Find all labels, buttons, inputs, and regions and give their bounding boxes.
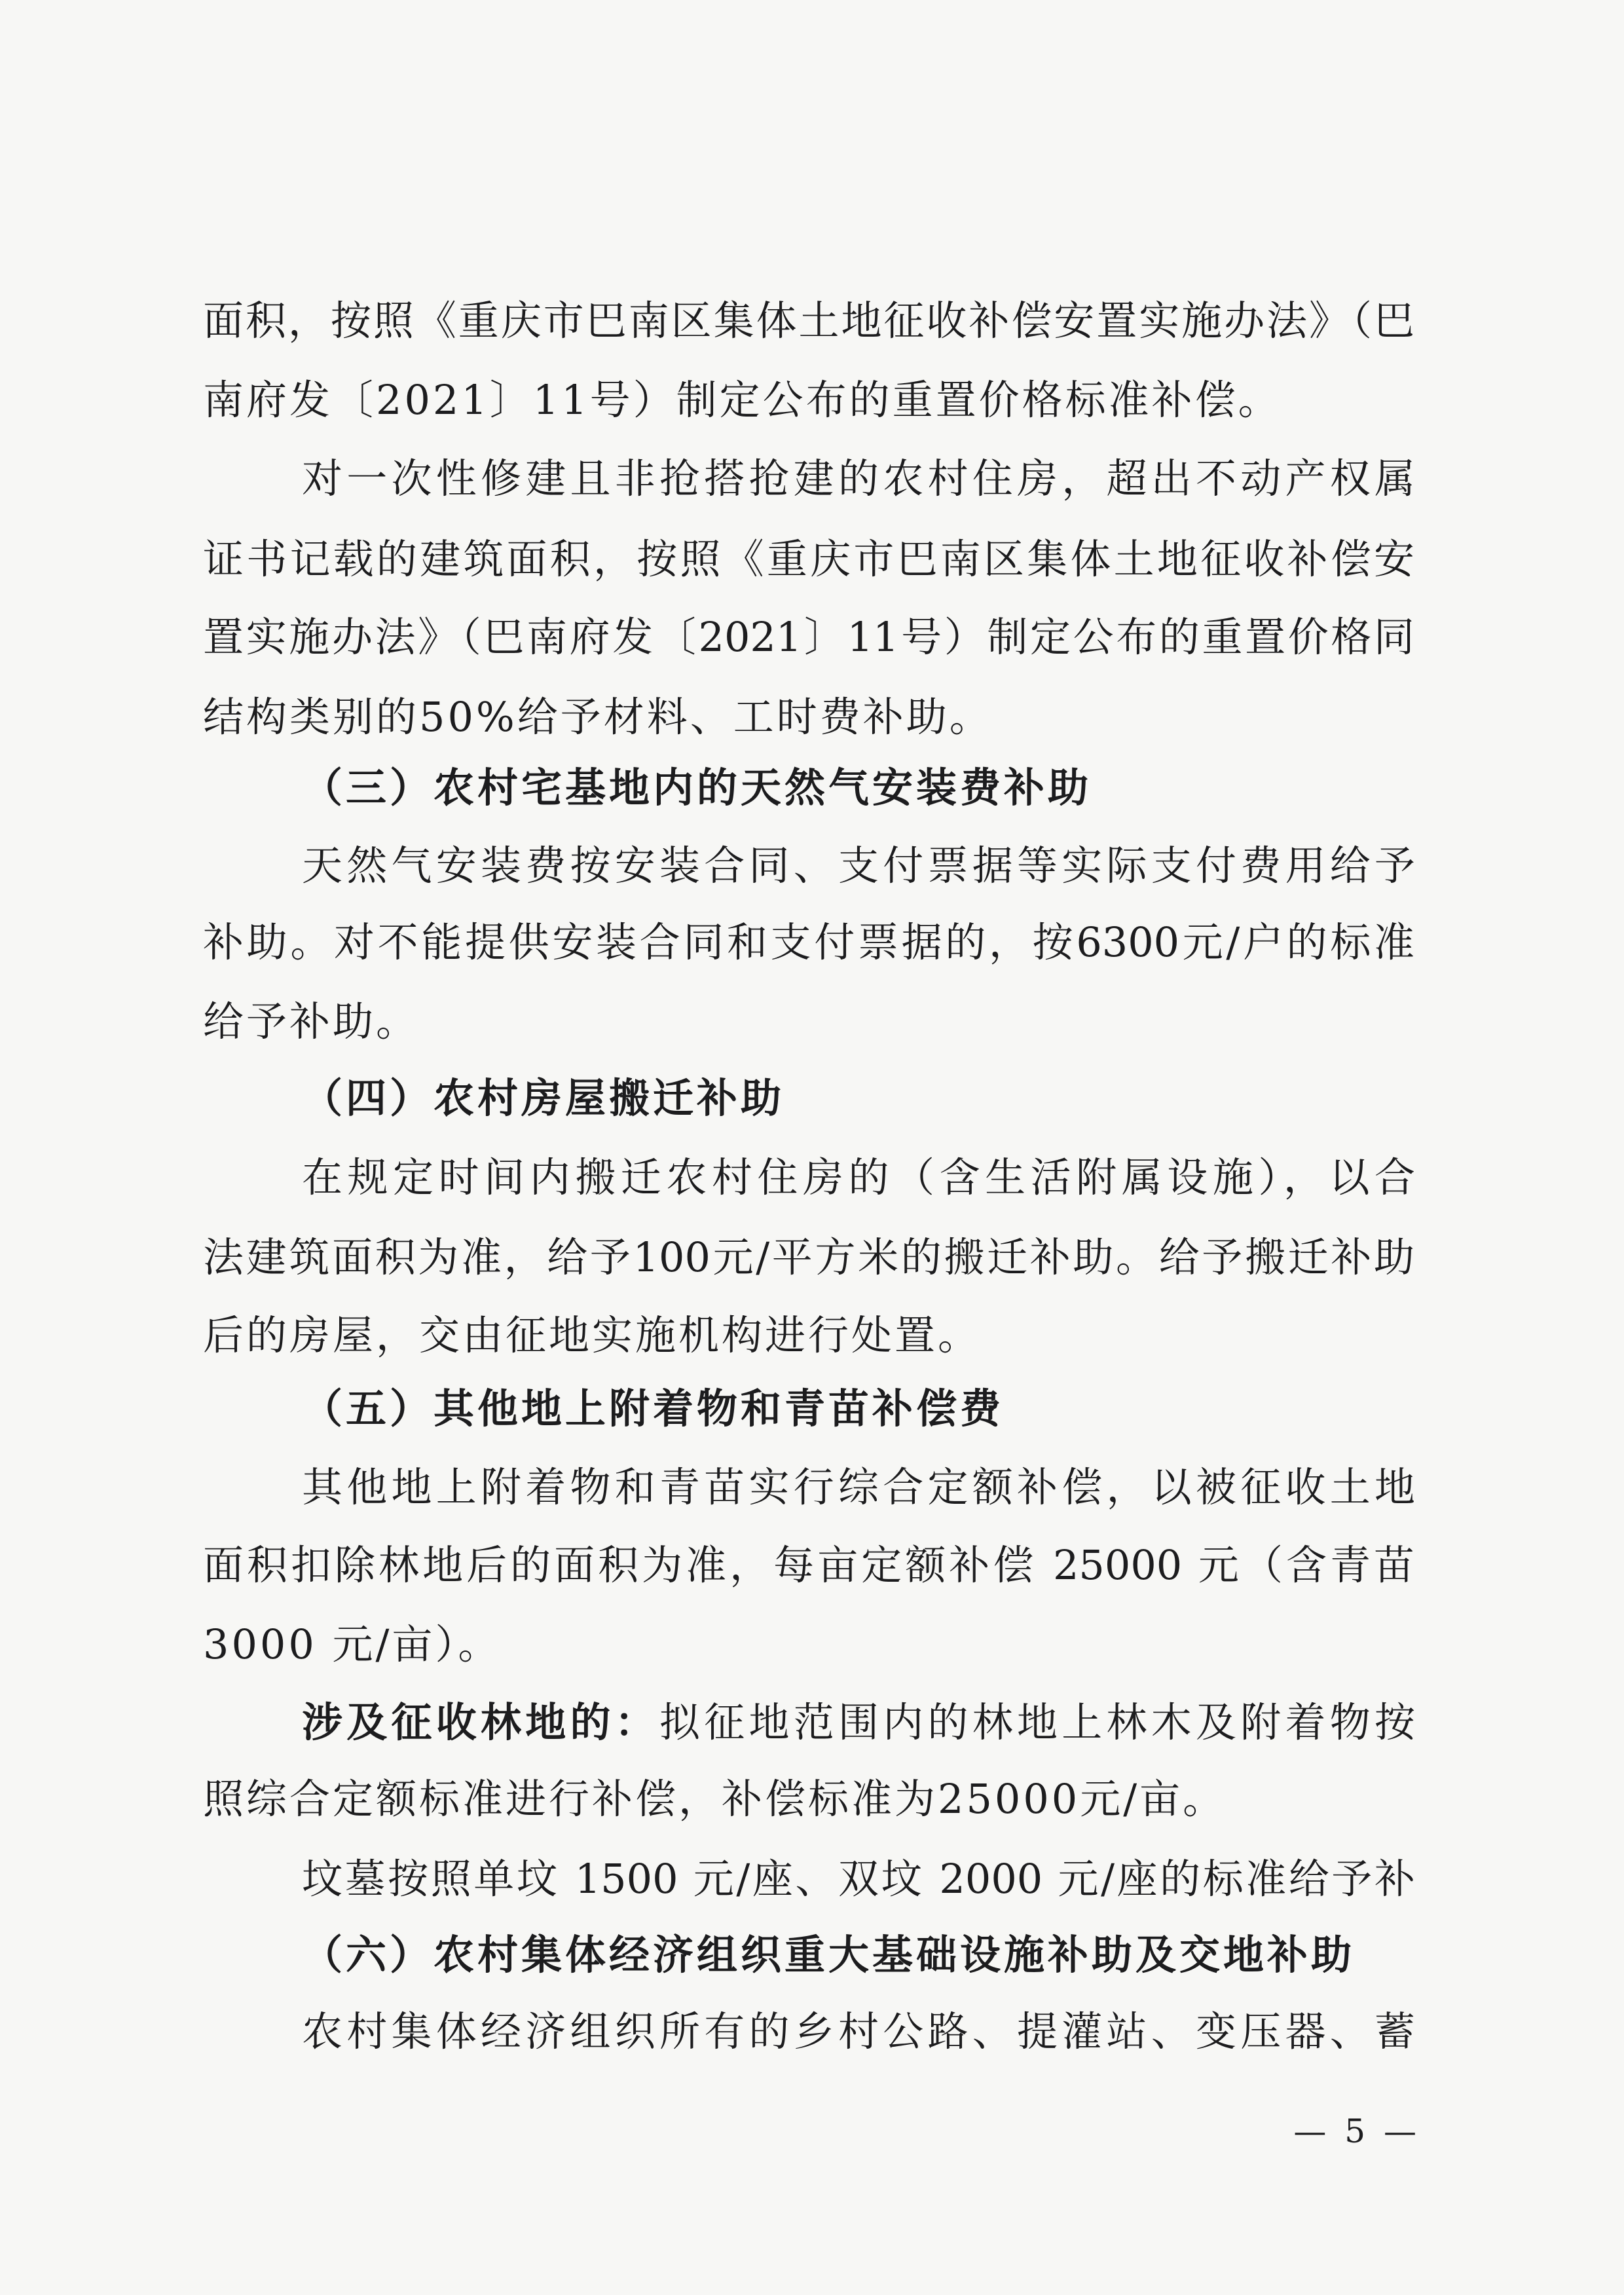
- text-line: 给予补助。: [203, 998, 420, 1045]
- text-line: 天然气安装费按安装合同、支付票据等实际支付费用给予: [302, 842, 1415, 889]
- text-line: 农村集体经济组织所有的乡村公路、提灌站、变压器、蓄: [302, 2007, 1415, 2055]
- text-line: 补助。对不能提供安装合同和支付票据的，按6300元/户的标准: [203, 918, 1414, 966]
- text-line: 面积扣除林地后的面积为准，每亩定额补偿 25000 元（含青苗: [203, 1541, 1414, 1589]
- text-line: 其他地上附着物和青苗实行综合定额补偿，以被征收土地: [302, 1463, 1415, 1511]
- text-line: 3000 元/亩）。: [203, 1620, 502, 1668]
- section-heading: （三）农村宅基地内的天然气安装费补助: [302, 764, 1092, 812]
- text-line: 结构类别的50%给予材料、工时费补助。: [203, 693, 993, 741]
- section-heading: （五）其他地上附着物和青苗补偿费: [302, 1385, 1005, 1432]
- text-line: 照综合定额标准进行补偿，补偿标准为25000元/亩。: [203, 1775, 1227, 1823]
- text-line: 面积，按照《重庆市巴南区集体土地征收补偿安置实施办法》（巴: [203, 297, 1414, 345]
- page-number: — 5 —: [1293, 2112, 1420, 2150]
- text-line: 坟墓按照单坟 1500 元/座、双坟 2000 元/座的标准给予补: [302, 1855, 1415, 1903]
- text-line: 置实施办法》（巴南府发〔2021〕11号）制定公布的重置价格同: [203, 613, 1414, 661]
- section-heading: （六）农村集体经济组织重大基础设施补助及交地补助: [302, 1931, 1356, 1979]
- text-line: 对一次性修建且非抢搭抢建的农村住房，超出不动产权属: [302, 455, 1415, 502]
- text-segment: 拟征地范围内的林地上林木及附着物按: [659, 1698, 1415, 1746]
- text-line: 后的房屋，交由征地实施机构进行处置。: [203, 1311, 982, 1359]
- section-heading: （四）农村房屋搬迁补助: [302, 1074, 785, 1122]
- text-line: [302, 1696, 1415, 1749]
- text-line: 证书记载的建筑面积，按照《重庆市巴南区集体土地征收补偿安: [203, 535, 1414, 583]
- text-line: 在规定时间内搬迁农村住房的（含生活附属设施），以合: [302, 1153, 1415, 1201]
- text-line: 南府发〔2021〕11号）制定公布的重置价格标准补偿。: [203, 376, 1282, 424]
- bold-label: 涉及征收林地的：: [302, 1698, 659, 1746]
- text-line: 法建筑面积为准，给予100元/平方米的搬迁补助。给予搬迁补助: [203, 1233, 1414, 1281]
